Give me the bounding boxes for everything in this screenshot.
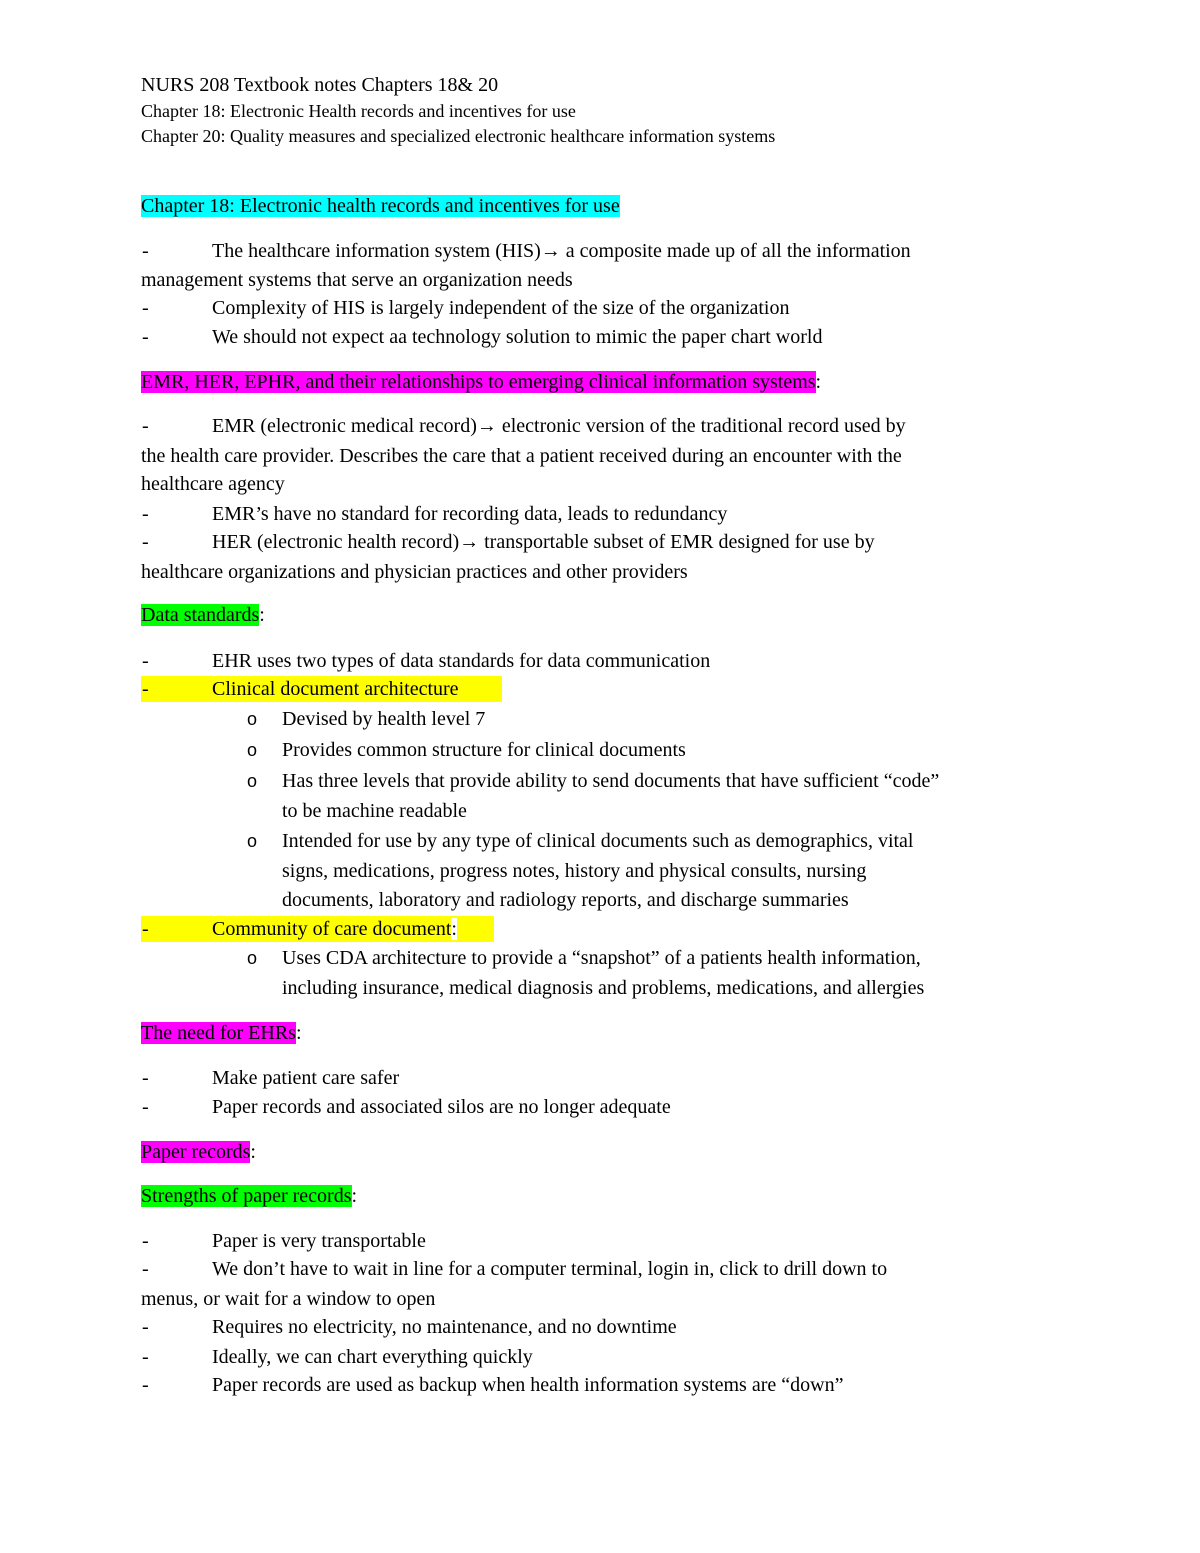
doc-subtitle-ch20: Chapter 20: Quality measures and specialized electronic healthcare information systems — [141, 126, 776, 146]
section-heading-strengths: Strengths of paper records: — [141, 1185, 358, 1207]
sub-bullet-text: Provides common structure for clinical documents — [282, 739, 686, 761]
bullet-dash: - — [142, 503, 149, 525]
bullet-dash: - — [142, 1374, 149, 1396]
bullet-text: Paper records are used as backup when health information systems are “down” — [212, 1374, 844, 1396]
bullet-dash: - — [142, 326, 149, 348]
sub-bullet-icon: o — [247, 771, 258, 791]
bullet-text: Ideally, we can chart everything quickly — [212, 1346, 533, 1368]
bullet-text: Requires no electricity, no maintenance, and no downtime — [212, 1316, 677, 1338]
bullet-text-continued: management systems that serve an organization needs — [141, 269, 573, 291]
sub-bullet-text: Devised by health level 7 — [282, 708, 486, 730]
sub-bullet-text: Uses CDA architecture to provide a “snapshot” of a patients health information, — [282, 947, 921, 969]
bullet-text: HER (electronic health record)→ transportable subset of EMR designed for use by — [212, 531, 875, 553]
bullet-text: Paper records and associated silos are no longer adequate — [212, 1096, 671, 1118]
bullet-text: EMR (electronic medical record)→ electronic version of the traditional record used by — [212, 415, 906, 437]
bullet-text-continued: healthcare agency — [141, 473, 285, 495]
bullet-text-continued: healthcare organizations and physician practices and other providers — [141, 561, 688, 583]
bullet-text-continued: the health care provider. Describes the care that a patient received during an encounter with the — [141, 445, 902, 467]
section-heading-paper-records: Paper records: — [141, 1141, 256, 1163]
bullet-dash: - — [142, 1316, 149, 1338]
bullet-dash: - — [142, 1096, 149, 1118]
bullet-text: We don’t have to wait in line for a computer terminal, login in, click to drill down to — [212, 1258, 888, 1280]
sub-bullet-icon: o — [247, 831, 258, 851]
sub-bullet-text: Has three levels that provide ability to send documents that have sufficient “code” — [282, 770, 940, 792]
bullet-dash: - — [142, 1346, 149, 1368]
bullet-dash: - — [142, 531, 149, 553]
section-heading-emr: EMR, HER, EPHR, and their relationships to emerging clinical information systems: — [141, 371, 822, 393]
bullet-text: EMR’s have no standard for recording data, leads to redundancy — [212, 503, 728, 525]
bullet-text-continued: menus, or wait for a window to open — [141, 1288, 436, 1310]
bullet-dash: - — [142, 240, 149, 262]
section-heading-data-standards: Data standards: — [141, 604, 265, 626]
bullet-text-highlighted: Community of care document: — [212, 918, 457, 940]
section-heading-ch18: Chapter 18: Electronic health records and incentives for use — [141, 195, 620, 217]
bullet-dash: - — [142, 297, 149, 319]
sub-bullet-icon: o — [247, 948, 258, 968]
bullet-dash: - — [142, 918, 149, 940]
sub-bullet-icon: o — [247, 740, 258, 760]
bullet-dash: - — [142, 678, 149, 700]
sub-bullet-text-continued: including insurance, medical diagnosis and problems, medications, and allergies — [282, 977, 925, 999]
bullet-text-highlighted: Clinical document architecture — [212, 678, 459, 700]
bullet-text: The healthcare information system (HIS)→ a composite made up of all the information — [212, 240, 911, 262]
bullet-dash: - — [142, 650, 149, 672]
doc-subtitle-ch18: Chapter 18: Electronic Health records and incentives for use — [141, 101, 576, 121]
bullet-dash: - — [142, 1258, 149, 1280]
bullet-text: We should not expect aa technology solution to mimic the paper chart world — [212, 326, 823, 348]
bullet-text: Make patient care safer — [212, 1067, 400, 1089]
sub-bullet-icon: o — [247, 709, 258, 729]
section-heading-need-for-ehrs: The need for EHRs: — [141, 1022, 302, 1044]
sub-bullet-text-continued: to be machine readable — [282, 800, 467, 822]
bullet-text: Complexity of HIS is largely independent of the size of the organization — [212, 297, 790, 319]
sub-bullet-text: Intended for use by any type of clinical documents such as demographics, vital — [282, 830, 914, 852]
sub-bullet-text-continued: signs, medications, progress notes, history and physical consults, nursing — [282, 860, 867, 882]
sub-bullet-text-continued: documents, laboratory and radiology reports, and discharge summaries — [282, 889, 849, 911]
bullet-dash: - — [142, 1067, 149, 1089]
bullet-dash: - — [142, 415, 149, 437]
bullet-dash: - — [142, 1230, 149, 1252]
doc-title: NURS 208 Textbook notes Chapters 18& 20 — [141, 74, 499, 96]
bullet-text: EHR uses two types of data standards for data communication — [212, 650, 711, 672]
bullet-text: Paper is very transportable — [212, 1230, 426, 1252]
